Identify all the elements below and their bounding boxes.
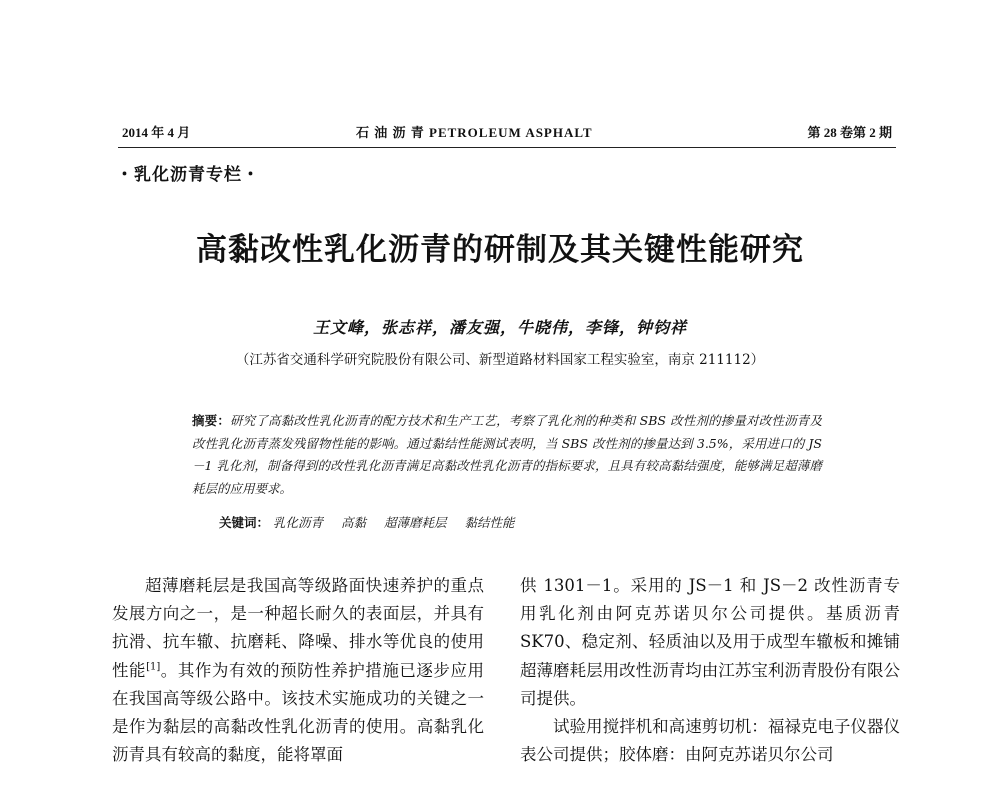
abstract [192, 410, 822, 500]
keyword: 黏结性能 [464, 515, 515, 530]
body-column-right [520, 572, 900, 769]
column-tag: ・乳化沥青专栏・ [116, 165, 260, 185]
header-issue: 第 28 卷第 2 期 [807, 125, 892, 140]
keyword: 超薄磨耗层 [384, 515, 447, 530]
header-journal: 石 油 沥 青 PETROLEUM ASPHALT [356, 125, 593, 140]
header-date: 2014 年 4 月 [122, 125, 191, 140]
paper-title: 高黏改性乳化沥青的研制及其关键性能研究 [196, 232, 804, 268]
abstract-text: 研究了高黏改性乳化沥青的配方技术和生产工艺，考察了乳化剂的种类和 SBS 改性剂的掺量对改性沥青及改性乳化沥青蒸发残留物性能的影响。通过黏结性能测试表明，当 SBS 改性剂的掺量达到 3.5%，采用进口的 JS－1 乳化剂，制备得到的改性乳化沥青满足高黏改性乳化沥青的指标要求，且具有较高黏结强度，能够满足超薄磨耗层的应用要求。 [192, 413, 822, 496]
abstract-label: 摘要： [192, 413, 231, 428]
authors: 王文峰，张志祥，潘友强，牛晓伟，李锋，钟钧祥 [312, 318, 687, 337]
body-paragraph: 供 1301－1。采用的 JS－1 和 JS－2 改性沥青专用乳化剂由阿克苏诺贝尔公司提供。基质沥青 SK70、稳定剂、轻质油以及用于成型车辙板和摊铺超薄磨耗层用改性沥青均由江苏宝利沥青股份有限公司提供。 [520, 576, 900, 708]
header-rule [118, 147, 896, 148]
citation-ref[interactable]: [1] [146, 661, 161, 673]
keyword: 高黏 [341, 515, 367, 530]
body-paragraph: 试验用搅拌机和高速剪切机：福禄克电子仪器仪表公司提供；胶体磨：由阿克苏诺贝尔公司 [520, 717, 900, 765]
keywords [219, 513, 529, 531]
body-column-left [112, 572, 484, 769]
keywords-label: 关键词： [219, 515, 270, 530]
body-text: 超薄磨耗层是我国高等级路面快速养护的重点发展方向之一，是一种超长耐久的表面层，并具有抗滑、抗车辙、抗磨耗、降噪、排水等优良的使用性能 [112, 576, 484, 680]
affiliation: （江苏省交通科学研究院股份有限公司、新型道路材料国家工程实验室，南京 211112） [235, 352, 765, 368]
body-paragraph [112, 572, 484, 769]
keyword: 乳化沥青 [273, 515, 324, 530]
body-text: 。其作为有效的预防性养护措施已逐步应用在我国高等级公路中。该技术实施成功的关键之一是作为黏层的高黏改性乳化沥青的使用。高黏乳化沥青具有较高的黏度，能将罩面 [112, 660, 485, 765]
